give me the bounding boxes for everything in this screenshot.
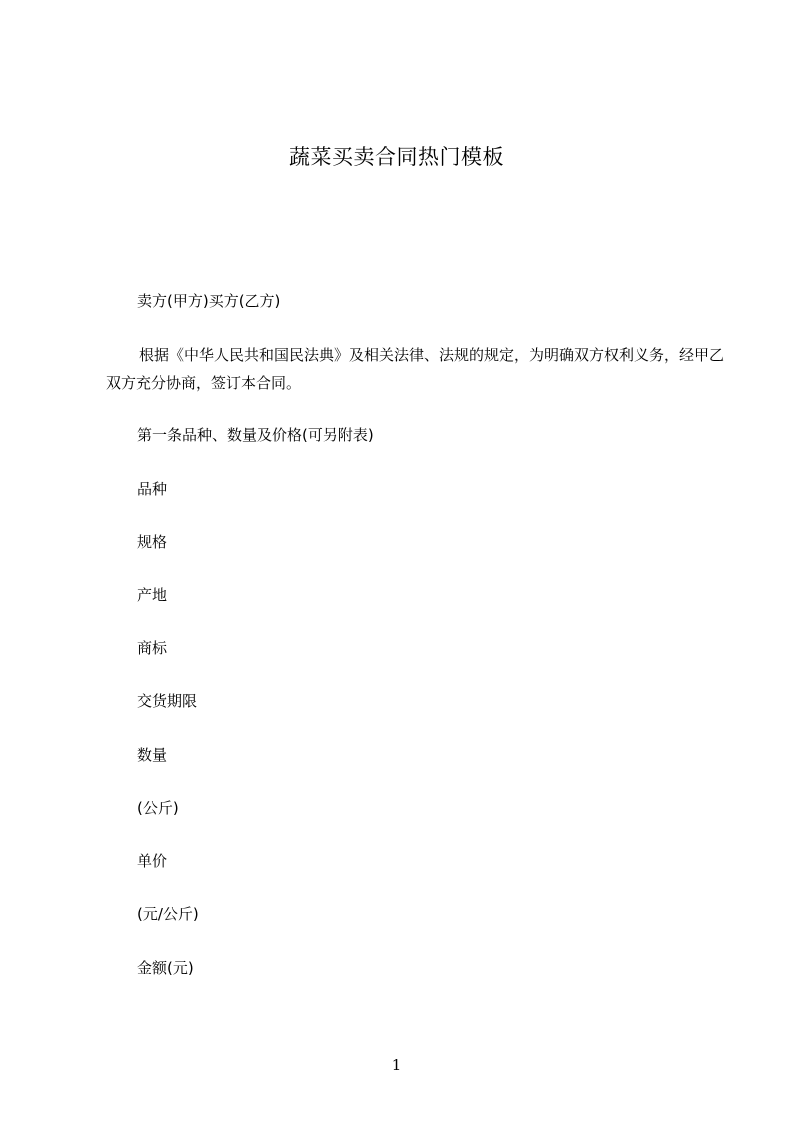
intro-paragraph: 根据《中华人民共和国民法典》及相关法律、法规的规定，为明确双方权利义务，经甲乙双方充分协商，签订本合同。 (106, 346, 725, 392)
field-delivery-period: 交货期限 (137, 692, 198, 710)
parties-line: 卖方(甲方)买方(乙方) (137, 292, 281, 310)
field-variety: 品种 (137, 480, 168, 498)
field-trademark: 商标 (137, 639, 168, 657)
field-unit-price-unit: (元/公斤) (137, 905, 199, 923)
clause-1-heading: 第一条品种、数量及价格(可另附表) (137, 426, 374, 444)
field-quantity-unit: (公斤) (137, 799, 179, 817)
document-title: 蔬菜买卖合同热门模板 (289, 145, 504, 169)
field-specification: 规格 (137, 533, 168, 551)
field-origin: 产地 (137, 586, 168, 604)
field-amount: 金额(元) (137, 959, 194, 977)
field-quantity: 数量 (137, 746, 168, 764)
field-unit-price: 单价 (137, 852, 168, 870)
page-number: 1 (391, 1056, 402, 1074)
